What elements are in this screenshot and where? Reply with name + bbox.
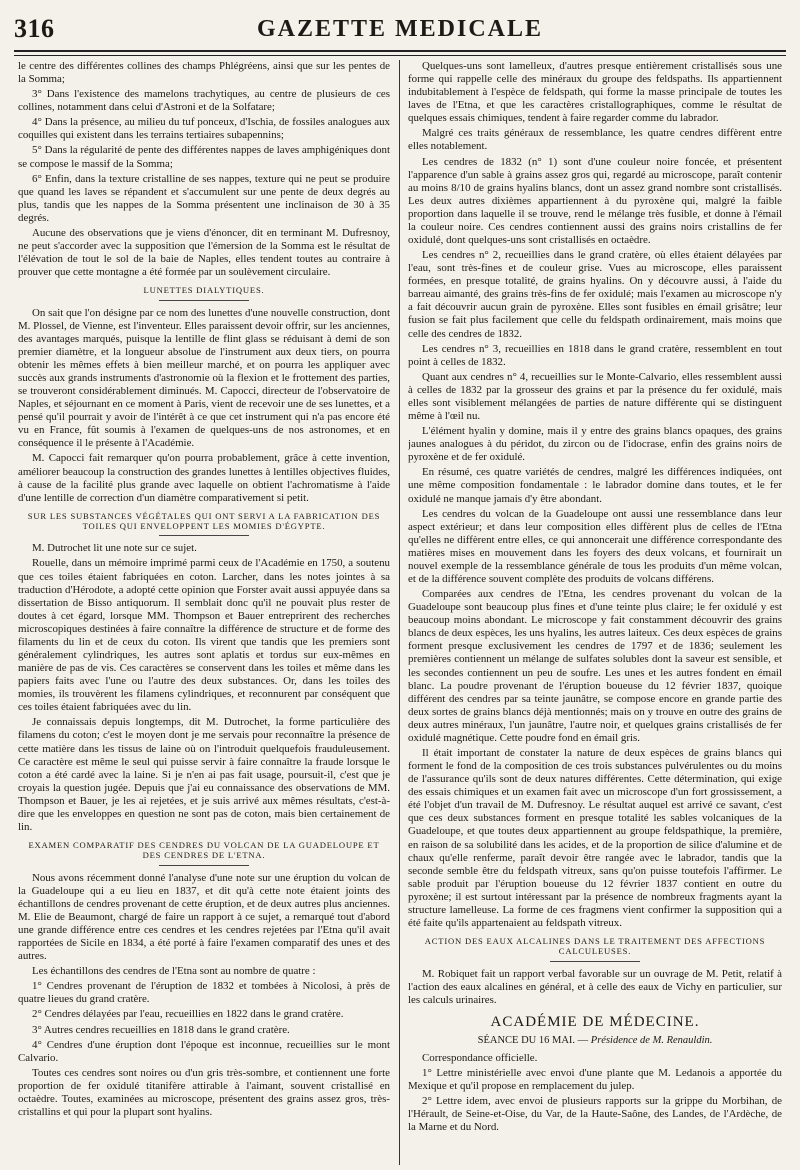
paragraph: Les cendres du volcan de la Guadeloupe ont aussi une ressemblance dans leur aspect extérieur; et dans leur composition elles diffèrent plus de celles de l'Etna qu'elles ne diffèrent entre elles, ce qui annoncerait une différence correspondante des matières mises en mouvement dans les foyers des deux volcans, et fournirait un nouvel exemple de la ressemblance générale de tous les produits d'un même volcan, et de la différence souvent complète des produits de volcans différens. xyxy=(408,507,782,585)
right-column xyxy=(408,60,782,1165)
page-number: 316 xyxy=(14,14,55,43)
paragraph: On sait que l'on désigne par ce nom des lunettes d'une nouvelle construction, dont M. Plossel, de Vienne, est l'inventeur. Elles paraissent devoir offrir, sur les anciennes, des avantages marqués, puisque la lentille de flint glass se réduisant à demi de son premier diamètre, et la longueur absolue de l'instrument aux deux tiers, on pourra obtenir les mêmes effets à bien meilleur marché, et on pourra les appliquer avec succès aux grands instruments d'astronomie où la flexion et le frottement des parties, se trouveront considérablement diminués. M. Capocci, directeur de l'observatoire de Naples, et séjournant en ce moment à Paris, vient de recevoir une de ses lunettes, et a pensé qu'il pourrait y avoir de l'intérêt à ce que cet instrument qui n'a pas encore été vu en France, fût soumis à l'examen de quelques-uns de nos astronomes, et en conséquence il le présente à l'Académie. xyxy=(18,306,390,450)
paragraph: M. Robiquet fait un rapport verbal favorable sur un ouvrage de M. Petit, relatif à l'action des eaux alcalines en général, et à celle des eaux de Vichy en particulier, sur les calculs urinaires. xyxy=(408,967,782,1006)
paragraph: L'élément hyalin y domine, mais il y entre des grains blancs opaques, des grains jaunes analogues à du péridot, du zircon ou de l'idocrase, enfin des grains noirs de pyroxène et de fer oxidulé. xyxy=(408,425,782,464)
section-heading: EXAMEN COMPARATIF DES CENDRES DU VOLCAN DE LA GUADELOUPE ET DES CENDRES DE L'ETNA. xyxy=(28,840,380,861)
paragraph: Je connaissais depuis longtemps, dit M. Dutrochet, la forme particulière des filamens du coton; c'est le moyen dont je me servais pour reconnaître la présence de cette matière dans les tissus de laine où on l'introduit quelquefois frauduleusement. Ce caractère est même le seul qui puisse servir à faire connaître la fraude lorsque le coton a été cardé avec la laine. Si je n'en ai pas fait usage, poursuit-il, c'est que je croyais la question jugée. Depuis que j'ai eu connaissance des observations de MM. Thompson et Bauer, je les ai rejetées, et je suis arrivé aux mêmes résultats, c'est-à-dire que les enveloppes en question ne sont pas de coton, mais bien certainement de lin. xyxy=(18,716,390,833)
paragraph: Nous avons récemment donné l'analyse d'une note sur une éruption du volcan de la Guadeloupe qui a eu lieu en 1837, et dit qu'à cette note étaient joints des échantillons de cendres provenant de cette éruption, et de deux autres plus anciennes. M. Elie de Beaumont, chargé de faire un rapport à ce sujet, a remarqué tout d'abord une grande différence entre ces cendres et les cendres rejetées par l'Etna qu'il avait rapportées de Sicile en 1834, a été porté à faire l'examen comparatif des unes et des autres. xyxy=(18,871,390,963)
paragraph: Quant aux cendres n° 4, recueillies sur le Monte-Calvario, elles ressemblent aussi à celles de 1832 par la grosseur des grains et par la présence du fer oxidulé, mais elles sont visiblement mélangées de parties de nature différente qui se distinguent même à l'œil nu. xyxy=(408,370,782,423)
section-heading: SUR LES SUBSTANCES VÉGÉTALES QUI ONT SERVI A LA FABRICATION DES TOILES QUI ENVELOPPENT LES MOMIES D'ÉGYPTE. xyxy=(27,510,381,532)
paragraph: 4° Cendres d'une éruption dont l'époque est inconnue, recueillies sur le mont Calvario. xyxy=(18,1038,390,1064)
section-rule xyxy=(159,300,249,301)
paragraph: Correspondance officielle. xyxy=(422,1051,538,1064)
paragraph: 2° Cendres délayées par l'eau, recueillies en 1822 dans le grand cratère. xyxy=(32,1008,344,1021)
paragraph: Les cendres n° 2, recueillies dans le grand cratère, où elles étaient délayées par l'eau, sont très-fines et de couleur grise. Vues au microscope, elles paraissent formées, en presque totalité, de grains hyalins. On y découvre aussi, à l'aide du barreau aimanté, des grains très-fins de fer oxidulé; mais l'examen au microscope n'y a fait découvrir aucun grain de pyroxène. Elles sont fusibles en émail grisâtre; leur fusion se fait plus facilement que celle du feldspath ordinairement, mais moins que celle des cendres de 1832. xyxy=(408,249,782,340)
paragraph: 3° Dans l'existence des mamelons trachytiques, au centre de plusieurs de ces collines, notamment dans celui d'Astroni et de la Solfatare; xyxy=(18,88,390,114)
paragraph: Les cendres de 1832 (n° 1) sont d'une couleur noire foncée, et présentent l'apparence d'un sable à grains assez gros qui, regardé au microscope, paraît contenir au moins 8/10 de grains hyalins blancs, dont un assez grand nombre sont cristallisés. Les deux autres dixièmes appartiennent à du pyroxène qui, malgré la faible proportion dans laquelle il se trouve, rend le mélange très fusible, et donne à l'émail la couleur noire. Ces cendres contiennent aussi des grains noirs cristallins de fer oxidulé, dont quelques-uns sont cristallisés en octaèdre. xyxy=(408,155,782,247)
section-rule xyxy=(159,535,249,536)
paragraph: Toutes ces cendres sont noires ou d'un gris très-sombre, et contiennent une forte proportion de fer oxidulé titanifère attirable à l'aimant, souvent cristallisé en octaèdre. Toutes, examinées au microscope, présentent des grains assez gros, très-cristallins et qui pour la plupart sont hyalins. xyxy=(18,1066,390,1119)
paragraph: le centre des différentes collines des champs Phlégréens, ainsi que sur les pentes de la Somma; xyxy=(18,60,390,86)
paragraph: 1° Cendres provenant de l'éruption de 1832 et tombées à Nicolosi, à près de quatre lieues du grand cratère. xyxy=(18,980,390,1006)
section-rule xyxy=(550,961,640,962)
paragraph: 6° Enfin, dans la texture cristalline de ses nappes, texture qui ne peut se produire que quand les laves se répandent et s'accumulent sur une pente de deux degrés au plus, tandis que les nappes de la Somma présentent une inclinaison de 30 à 35 degrés. xyxy=(18,172,390,224)
paragraph: 5° Dans la régularité de pente des différentes nappes de laves amphigéniques dont se compose le massif de la Somma; xyxy=(18,144,390,170)
paragraph: En résumé, ces quatre variétés de cendres, malgré les différences indiquées, ont une même composition fondamentale : le labrador domine dans toutes, et le fer oxidulé ne manque jamais d'y être abondant. xyxy=(408,466,782,505)
header-rule xyxy=(14,50,786,52)
paragraph: Quelques-uns sont lamelleux, d'autres presque entièrement cristallisés sous une forme qui rappelle celle des minéraux du groupe des feldspaths. Ils appartiennent indubitablement à l'espèce de feldspath, qui forme la masse principale de toutes les laves de l'Etna, et que les caractères cristallographiques, comme le résultat de quelques essais chimiques, tendent à faire regarder comme du labrador. xyxy=(408,60,782,125)
paragraph: Aucune des observations que je viens d'énoncer, dit en terminant M. Dufresnoy, ne peut s'accorder avec la supposition que l'émersion de la Somma est le résultat de l'élévation de tout le sol de la baie de Naples, elles tendent toutes au contraire à prouver que cette montagne a été formée par un soulèvement circulaire. xyxy=(18,226,390,279)
seance-line xyxy=(408,1035,782,1048)
paragraph: Rouelle, dans un mémoire imprimé parmi ceux de l'Académie en 1750, a soutenu que ces toiles étaient fabriquées en coton. Larcher, dans les notes jointes à sa traduction d'Hérodote, a adopté cette opinion que Forster avait aussi appuyée dans sa dissertation de Bisso antiquorum. Il semblait donc qu'il ne pouvait plus rester de doutes à cet égard, lorsque MM. Thompson et Bauer entreprirent des recherches microscopiques destinées à faire connaître la différence de structure et de forme des filaments du lin et de ceux du coton. Ils virent que tandis que les premiers sont généralement cylindriques, les autres sont aplatis et tordus sur eux-mêmes en manière de pas de vis. Ces caractères se conservent dans les toiles et même dans les papiers faits avec l'une ou l'autre des deux substances. Or, dans les toiles des momies, ils trouvèrent les filamens cylindriques, et reconnurent par conséquent que ces toiles étaient fabriquées avec du lin. xyxy=(18,557,390,714)
column-divider xyxy=(399,60,400,1165)
paragraph: Les cendres n° 3, recueillies en 1818 dans le grand cratère, ressemblent en tout point à celles de 1832. xyxy=(408,342,782,368)
section-heading: ACTION DES EAUX ALCALINES DANS LE TRAITEMENT DES AFFECTIONS CALCULEUSES. xyxy=(424,936,766,957)
paragraph: 3° Autres cendres recueillies en 1818 dans le grand cratère. xyxy=(32,1023,290,1036)
journal-title: GAZETTE MEDICALE xyxy=(256,16,544,42)
seance-date: SÉANCE DU 16 MAI. — xyxy=(477,1034,589,1046)
section-heading: LUNETTES DIALYTIQUES. xyxy=(143,285,265,296)
academie-heading: ACADÉMIE DE MÉDECINE. xyxy=(490,1013,700,1030)
paragraph: M. Capocci fait remarquer qu'on pourra probablement, grâce à cette invention, améliorer beaucoup la construction des grandes lunettes à lentilles objectives fluides, à cause de la facilité plus grande avec laquelle on obtient l'achromatisme à l'aide d'une lentille de correction d'un diamètre comparativement si petit. xyxy=(18,452,390,504)
paragraph: M. Dutrochet lit une note sur ce sujet. xyxy=(32,542,197,555)
page-header xyxy=(14,14,786,52)
paragraph: 1° Lettre ministérielle avec envoi d'une plante que M. Ledanois a apportée du Mexique et qu'il propose en remplacement du julep. xyxy=(408,1066,782,1092)
section-rule xyxy=(159,865,249,866)
paragraph: 2° Lettre idem, avec envoi de plusieurs rapports sur la grippe du Morbihan, de l'Hérault, de Seine-et-Oise, du Var, de la Haute-Saône, des Landes, de l'Ardèche, de la Marne et du Nord. xyxy=(408,1094,782,1133)
paragraph: Malgré ces traits généraux de ressemblance, les quatre cendres diffèrent entre elles notablement. xyxy=(408,127,782,153)
paragraph: Il était important de constater la nature de deux espèces de grains blancs qui forment le fond de la composition de ces trois substances pulvérulentes ou du moins de l'assurance qu'ils sont de deux natures différentes. Cette détermination, qui exige des essais chimiques et un examen fait avec un microscope d'un fort grossissement, a été l'objet d'un travail de M. Dufresnoy. Le résultat auquel est arrivé ce savant, c'est que ces deux substances forment en presque totalité les sables volcaniques de la Guadeloupe, et que toutes deux appartiennent au groupe feldspathique, la première, en raison de sa solubilité dans les acides, et de la proportion de silice d'alumine et de chaux qu'elle renferme, paraît devoir être rangée avec le labrador, tandis que la seconde semble être du feldspath vitreux, sans qu'on puisse toutefois l'affirmer. Le sable produit par l'éruption boueuse du 12 février 1837 contient en outre du pyroxène; il est surtout intéressant par la présence de nombreux fragments ayant la structure lamelleuse. La forme de ces fragmens vient confirmer la supposition qui a été faite qu'ils appartenaient au feldspath vitreux. xyxy=(408,746,782,929)
left-column xyxy=(18,60,390,1165)
header-rule-thin xyxy=(14,55,786,56)
seance-presidence: Présidence de M. Renauldin. xyxy=(590,1034,713,1046)
paragraph: Les échantillons des cendres de l'Etna sont au nombre de quatre : xyxy=(32,965,316,978)
paragraph: 4° Dans la présence, au milieu du tuf ponceux, d'Ischia, de fossiles analogues aux coquilles qui existent dans les terrains tertiaires subapennins; xyxy=(18,116,390,142)
paragraph: Comparées aux cendres de l'Etna, les cendres provenant du volcan de la Guadeloupe sont beaucoup plus fines et d'une teinte plus claire; le fer oxidulé y est beaucoup moins abondant. Le microscope y fait constamment découvrir des grains blancs de deux espèces, les uns hyalins, les autres laiteux. Ces deux espèces de grains forment presque exclusivement les cendres de 1797 et de 1836; seulement les premières contiennent un mélange de sulfates solubles dont la saveur est sensible, et les secondes contiennent un peu de soufre. Les unes et les autres fondent en émail blanc. La poudre provenant de l'éruption boueuse du 12 février 1837, quoique différent des cendres par sa teinte jaunâtre, se compose encore en grande partie des deux sortes de grains blancs déjà mentionnés; mais on y trouve en outre des grains de deux autres minéraux, l'un jaunâtre, l'autre noir, et quelques grains cristallisés de fer oxidulé magnétique. Cette poudre fond en émail gris. xyxy=(408,588,782,744)
